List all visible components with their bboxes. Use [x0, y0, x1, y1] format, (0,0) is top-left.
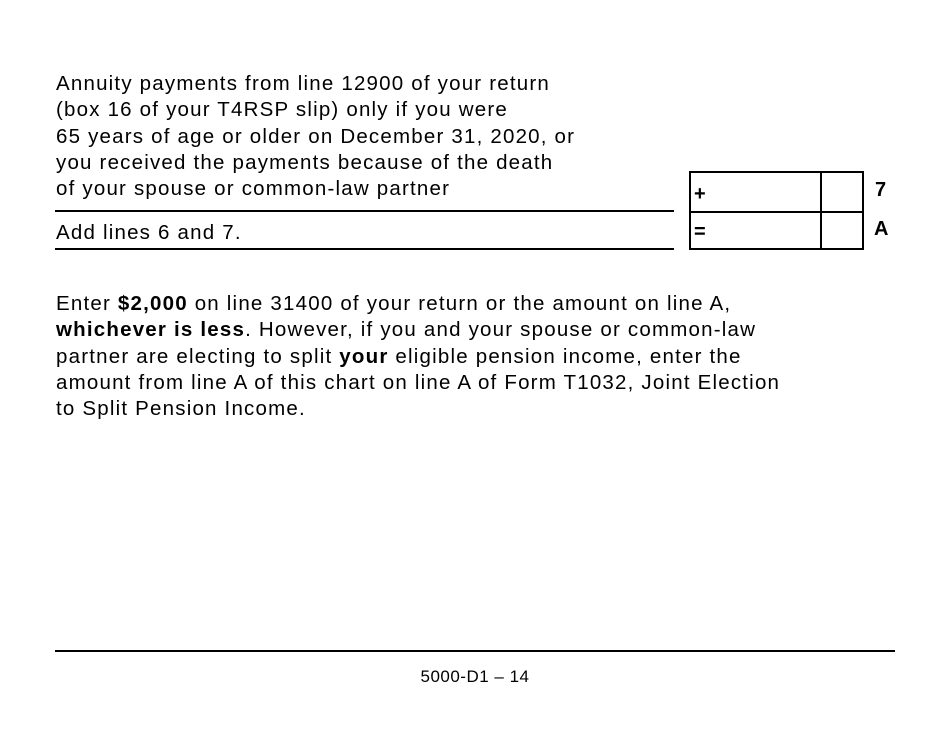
instructions-line-4: amount from line A of this chart on line A of Form T1032, Joint Election [56, 370, 781, 394]
instructions-whichever-emphasis: whichever is less [56, 318, 246, 342]
line-a-amount-field[interactable] [689, 211, 822, 250]
line-7-plus-operator: + [694, 183, 706, 205]
instructions-enter-text: Enter [56, 292, 118, 315]
line-a-description [56, 220, 242, 246]
line-7-description [56, 71, 575, 202]
line-a-text: Add lines 6 and 7. [56, 221, 242, 244]
line-a-rule [55, 248, 674, 250]
line-7-number: 7 [875, 179, 887, 201]
instructions-line-3 [56, 344, 780, 370]
line-7-text-5: of your spouse or common-law partner [56, 177, 451, 201]
line-7-text-3: 65 years of age or older on December 31, 2020, or [56, 124, 576, 148]
instructions-line-1-rest: on line 31400 of your return or the amount on line A, [187, 292, 732, 315]
line-7-text-1: Annuity payments from line 12900 of your return [56, 72, 550, 95]
instructions-line-1 [56, 291, 780, 317]
instructions-line-3-rest: eligible pension income, enter the [388, 344, 742, 368]
line-a-equals-operator: = [694, 221, 706, 243]
line-7-text-2: (box 16 of your T4RSP slip) only if you were [56, 98, 508, 122]
instructions-your-emphasis: your [339, 344, 389, 368]
page-number: 5000-D1 – 14 [420, 667, 530, 686]
instructions-line-5: to Split Pension Income. [56, 397, 306, 421]
instructions-amount-emphasis: $2,000 [117, 292, 188, 315]
instructions-line-2 [56, 317, 780, 343]
line-7-cents-field[interactable] [820, 171, 864, 213]
line-7-amount-field[interactable] [689, 171, 822, 213]
instructions-paragraph [56, 291, 780, 422]
instructions-line-2-rest: . However, if you and your spouse or common-law [245, 318, 757, 342]
instructions-line-3-start: partner are electing to split [56, 344, 340, 368]
line-a-cents-field[interactable] [820, 211, 864, 250]
footer-rule [55, 650, 895, 652]
line-7-rule [55, 210, 674, 212]
line-a-number: A [874, 218, 889, 240]
line-7-text-4: you received the payments because of the death [56, 150, 554, 174]
